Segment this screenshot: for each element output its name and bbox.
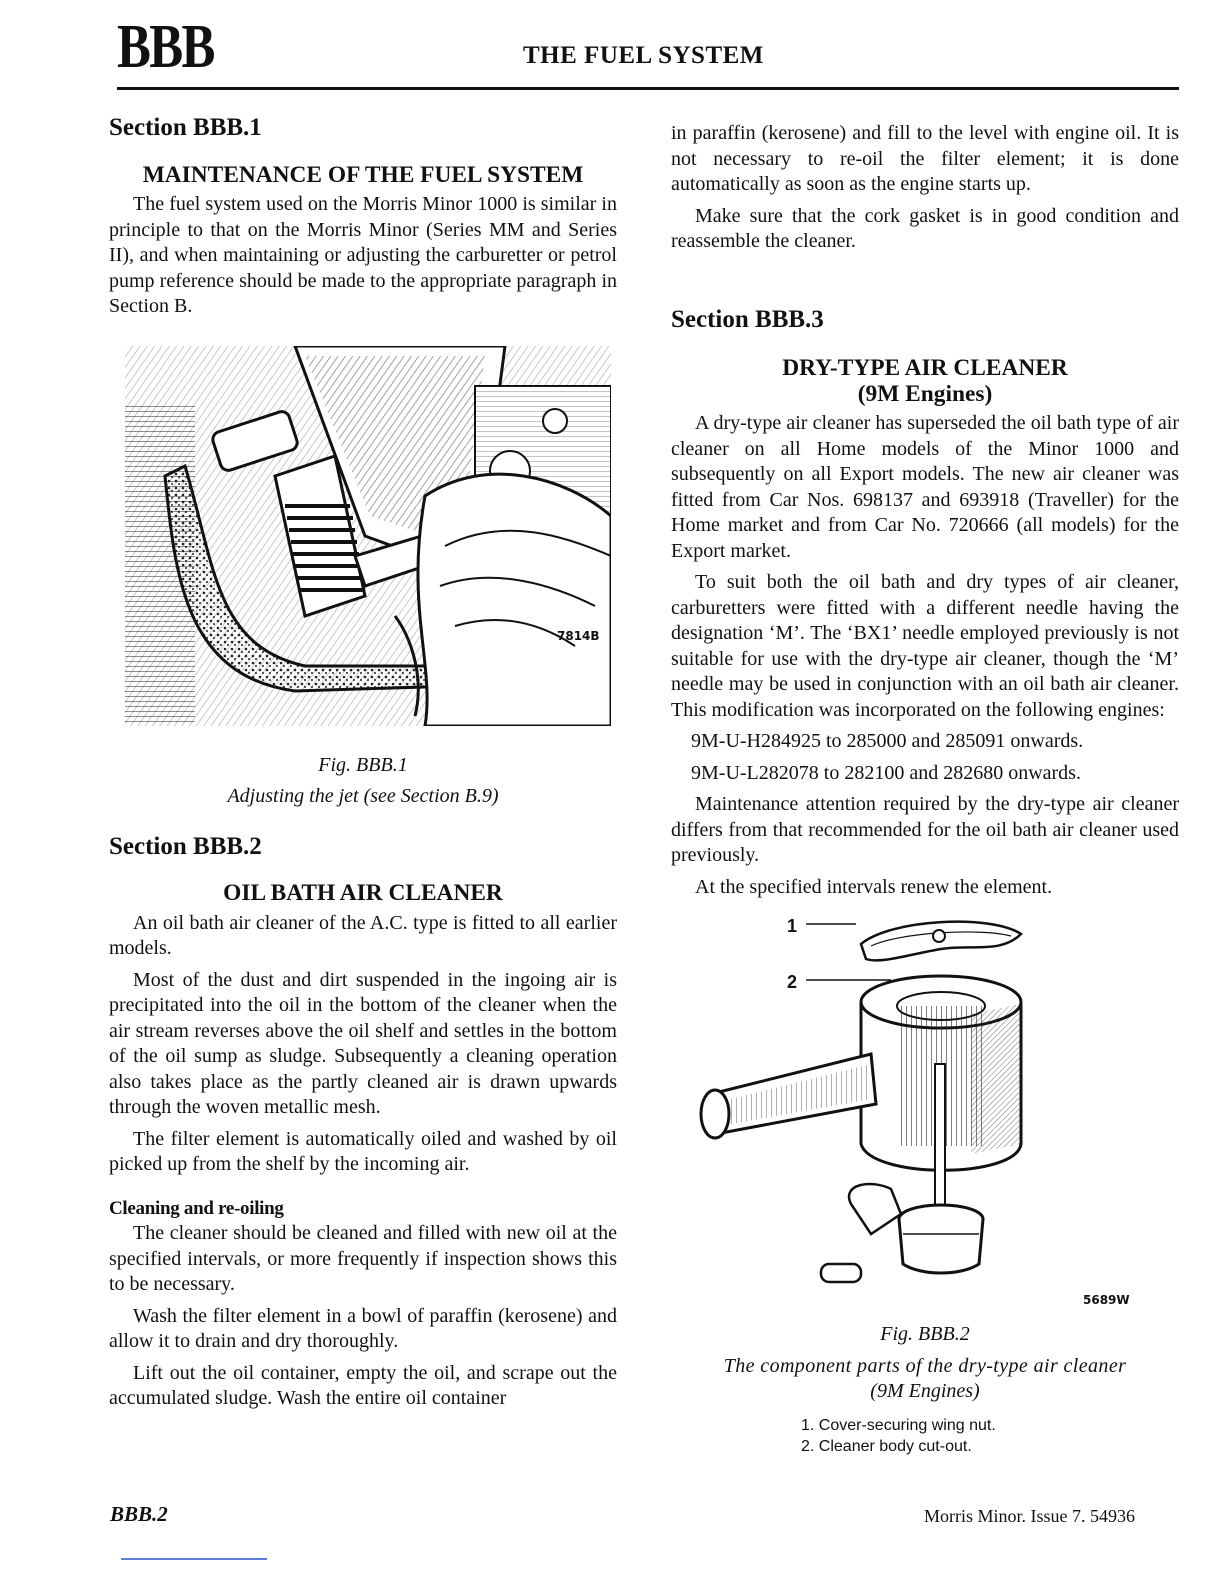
paragraph: At the specified intervals renew the element. — [695, 875, 1053, 898]
engine-range: 9M-U-H284925 to 285000 and 285091 onwards. — [691, 730, 1084, 752]
figure-caption: (9M Engines) — [870, 1380, 980, 1402]
paragraph: Make sure that the cork gasket is in good condition and reassemble the cleaner. — [671, 204, 1179, 252]
paragraph: The filter element is automatically oiled and washed by oil picked up from the shelf by the incoming air. — [109, 1127, 617, 1175]
figure-legend — [801, 1415, 1179, 1457]
subheading-dry-type: DRY-TYPE AIR CLEANER — [782, 355, 1068, 381]
legend-item: 2. Cleaner body cut-out. — [801, 1437, 972, 1455]
subheading-maintenance: MAINTENANCE OF THE FUEL SYSTEM — [142, 161, 584, 188]
figure-code: 7814B — [557, 628, 600, 643]
air-cleaner-illustration — [671, 914, 1179, 1314]
figure-code: 5689W — [1083, 1293, 1130, 1307]
section-heading-bbb1: Section BBB.1 — [109, 114, 262, 141]
section-heading-bbb2: Section BBB.2 — [109, 832, 262, 860]
paragraph: The fuel system used on the Morris Minor 1000 is similar in principle to that on the Morris Minor (Series MM and Series II), and when maintaining or adjusting the carburetter or petrol pump reference should be made to the appropriate paragraph in Section B. — [109, 193, 617, 317]
left-column — [109, 115, 617, 1418]
figure-caption: The component parts of the dry-type air cleaner — [723, 1354, 1127, 1377]
callout-2: 2 — [787, 972, 798, 992]
footer-accent-line — [121, 1558, 267, 1560]
running-title: THE FUEL SYSTEM — [523, 42, 764, 69]
paragraph: To suit both the oil bath and dry types of air cleaner, carburetters were fitted with a different needle having the designation ‘M’. The ‘BX1’ needle employed previously is not suitable for use with the dry-type air cleaner, though the ‘M’ needle may be used in conjunction with an oil bath air cleaner. This modification was incorporated on the following engines: — [671, 571, 1179, 721]
page-id: BBB — [117, 13, 214, 81]
figure-bbb2 — [671, 914, 1179, 1314]
paragraph: The cleaner should be cleaned and filled with new oil at the specified intervals, or more frequently if inspection shows this to be necessary. — [109, 1222, 617, 1295]
header-rule — [117, 87, 1179, 90]
paragraph: Maintenance attention required by the dry-type air cleaner differs from that recommended for the oil bath air cleaner used previously. — [671, 793, 1179, 866]
paragraph: Most of the dust and dirt suspended in the ingoing air is precipitated into the oil in the bottom of the cleaner when the air stream reverses above the oil shelf and settles in the bottom of the oil sump as sludge. Subsequently a cleaning operation also takes place as the partly cleaned air is drawn upwards through the woven metallic mesh. — [109, 968, 617, 1118]
paragraph: A dry-type air cleaner has superseded the oil bath type of air cleaner on all Home models of the Minor 1000 and subsequently on all Export models. The new air cleaner was fitted from Car Nos. 698137 and 693918 (Traveller) for the Home market and from Car No. 720666 (all models) for the Export market. — [671, 412, 1179, 562]
section-heading-bbb3: Section BBB.3 — [671, 305, 824, 333]
paragraph: Wash the filter element in a bowl of paraffin (kerosene) and allow it to drain and dry thoroughly. — [109, 1304, 617, 1352]
callout-1: 1 — [787, 916, 798, 936]
engine-range: 9M-U-L282078 to 282100 and 282680 onwards. — [691, 761, 1081, 784]
figure-bbb1 — [125, 346, 619, 731]
paragraph: An oil bath air cleaner of the A.C. type is fitted to all earlier models. — [109, 911, 617, 959]
paragraph: in paraffin (kerosene) and fill to the level with engine oil. It is not necessary to re-oil the filter element; it is done automatically as soon as the engine starts up. — [671, 122, 1179, 195]
subheading-oil-bath: OIL BATH AIR CLEANER — [223, 880, 503, 906]
subheading-9m-engines: (9M Engines) — [857, 380, 993, 407]
legend-item: 1. Cover-securing wing nut. — [801, 1416, 996, 1434]
figure-label: Fig. BBB.1 — [318, 753, 408, 776]
runin-heading-cleaning: Cleaning and re-oiling — [109, 1197, 284, 1219]
footer-issue: Morris Minor. Issue 7. 54936 — [924, 1506, 1135, 1526]
paragraph: Lift out the oil container, empty the oil, and scrape out the accumulated sludge. Wash the entire oil container — [109, 1361, 617, 1409]
figure-caption: Adjusting the jet (see Section B.9) — [227, 785, 499, 807]
footer-page-number: BBB.2 — [110, 1502, 168, 1526]
figure-label: Fig. BBB.2 — [880, 1323, 970, 1345]
right-column — [671, 121, 1179, 1457]
carburetter-illustration — [125, 346, 611, 726]
